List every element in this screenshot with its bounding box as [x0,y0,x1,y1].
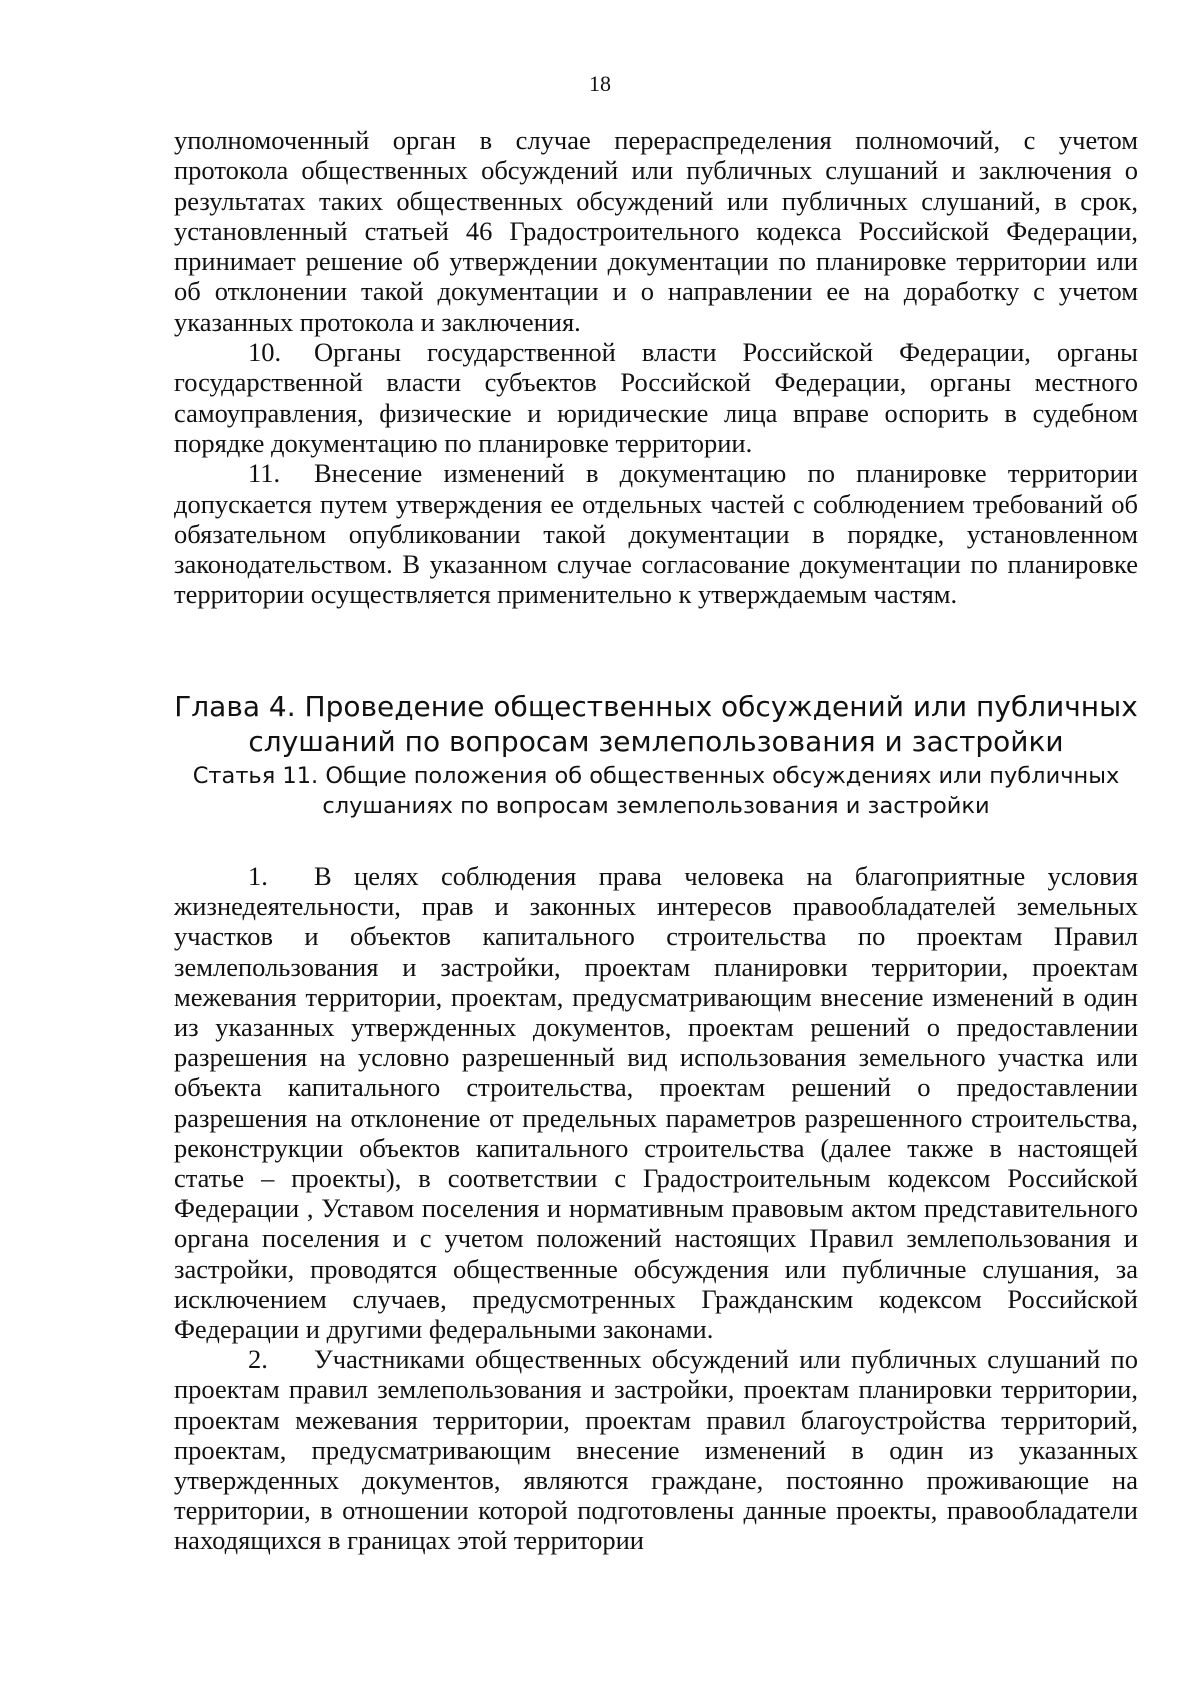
page-number: 18 [589,71,611,96]
paragraph-number: 10. [248,337,282,368]
paragraph-2 [174,1344,1138,1555]
paragraph-number: 1. [248,861,268,891]
paragraph-11 [174,458,1138,609]
paragraph-text: В целях соблюдения права человека на благоприятные условия жизнедеятельности, прав и законных интересов правообладателей земельных участков и объектов капитального строительства по проектам Правил землепользования и застройки, проектам планировки территории, проектам межевания территории, проектам, предусматривающим внесение изменений в один из указанных утвержденных документов, проектам решений о предоставлении разрешения на условно разрешенный вид использования земельного участка или объекта капитального строительства, проектам решений о предоставлении разрешения на отклонение от предельных параметров разрешенного строительства, реконструкции объектов капитального строительства (далее также в настоящей статье – проекты), в соответствии с Градостроительным кодексом Российской Федерации , Уставом поселения и нормативным правовым актом представительного органа поселения и с учетом положений настоящих Правил землепользования и застройки, проводятся общественные обсуждения или публичные слушания, за исключением случаев, предусмотренных Гражданским кодексом Российской Федерации и другими федеральными законами. [174,861,1138,1345]
paragraph-10 [174,337,1138,458]
article-title: Статья 11. Общие положения об общественных обсуждениях или публичных слушаниях по вопросам землепользования и застройки [192,763,1120,819]
paragraph-number: 2. [248,1344,268,1375]
paragraph-text: Внесение изменений в документацию по планировке территории допускается путем утверждения ее отдельных частей с соблюдением требований об обязательном опубликовании такой документации в порядке, установленном законодательством. В указанном случае согласование документации по планировке территории осуществляется применительно к утверждаемым частям. [174,458,1138,610]
chapter-title: Глава 4. Проведение общественных обсуждений или публичных слушаний по вопросам землепользования и застройки [174,690,1138,758]
text-block-article [174,861,1138,1556]
paragraph-continuation: уполномоченный орган в случае перераспределения полномочий, с учетом протокола общественных обсуждений или публичных слушаний и заключения о результатах таких общественных обсуждений или публичных слушаний, в срок, установленный статьей 46 Градостроительного кодекса Российской Федерации, принимает решение об утверждении документации по планировке территории или об отклонении такой документации и о направлении ее на доработку с учетом указанных протокола и заключения. [174,125,1138,337]
paragraph-number: 11. [248,458,281,489]
paragraph-1 [174,861,1138,1344]
text-block-top [174,125,1138,610]
paragraph-text: Участниками общественных обсуждений или публичных слушаний по проектам правил землепользования и застройки, проектам планировки территории, проектам межевания территории, проектам правил благоустройства территорий, проектам, предусматривающим внесение изменений в один из указанных утвержденных документов, являются граждане, постоянно проживающие на территории, в отношении которой подготовлены данные проекты, правообладатели находящихся в границах этой территории [174,1344,1138,1556]
paragraph-text: Органы государственной власти Российской Федерации, органы государственной власти субъектов Российской Федерации, органы местного самоуправления, физические и юридические лица вправе оспорить в судебном порядке документацию по планировке территории. [174,337,1138,458]
